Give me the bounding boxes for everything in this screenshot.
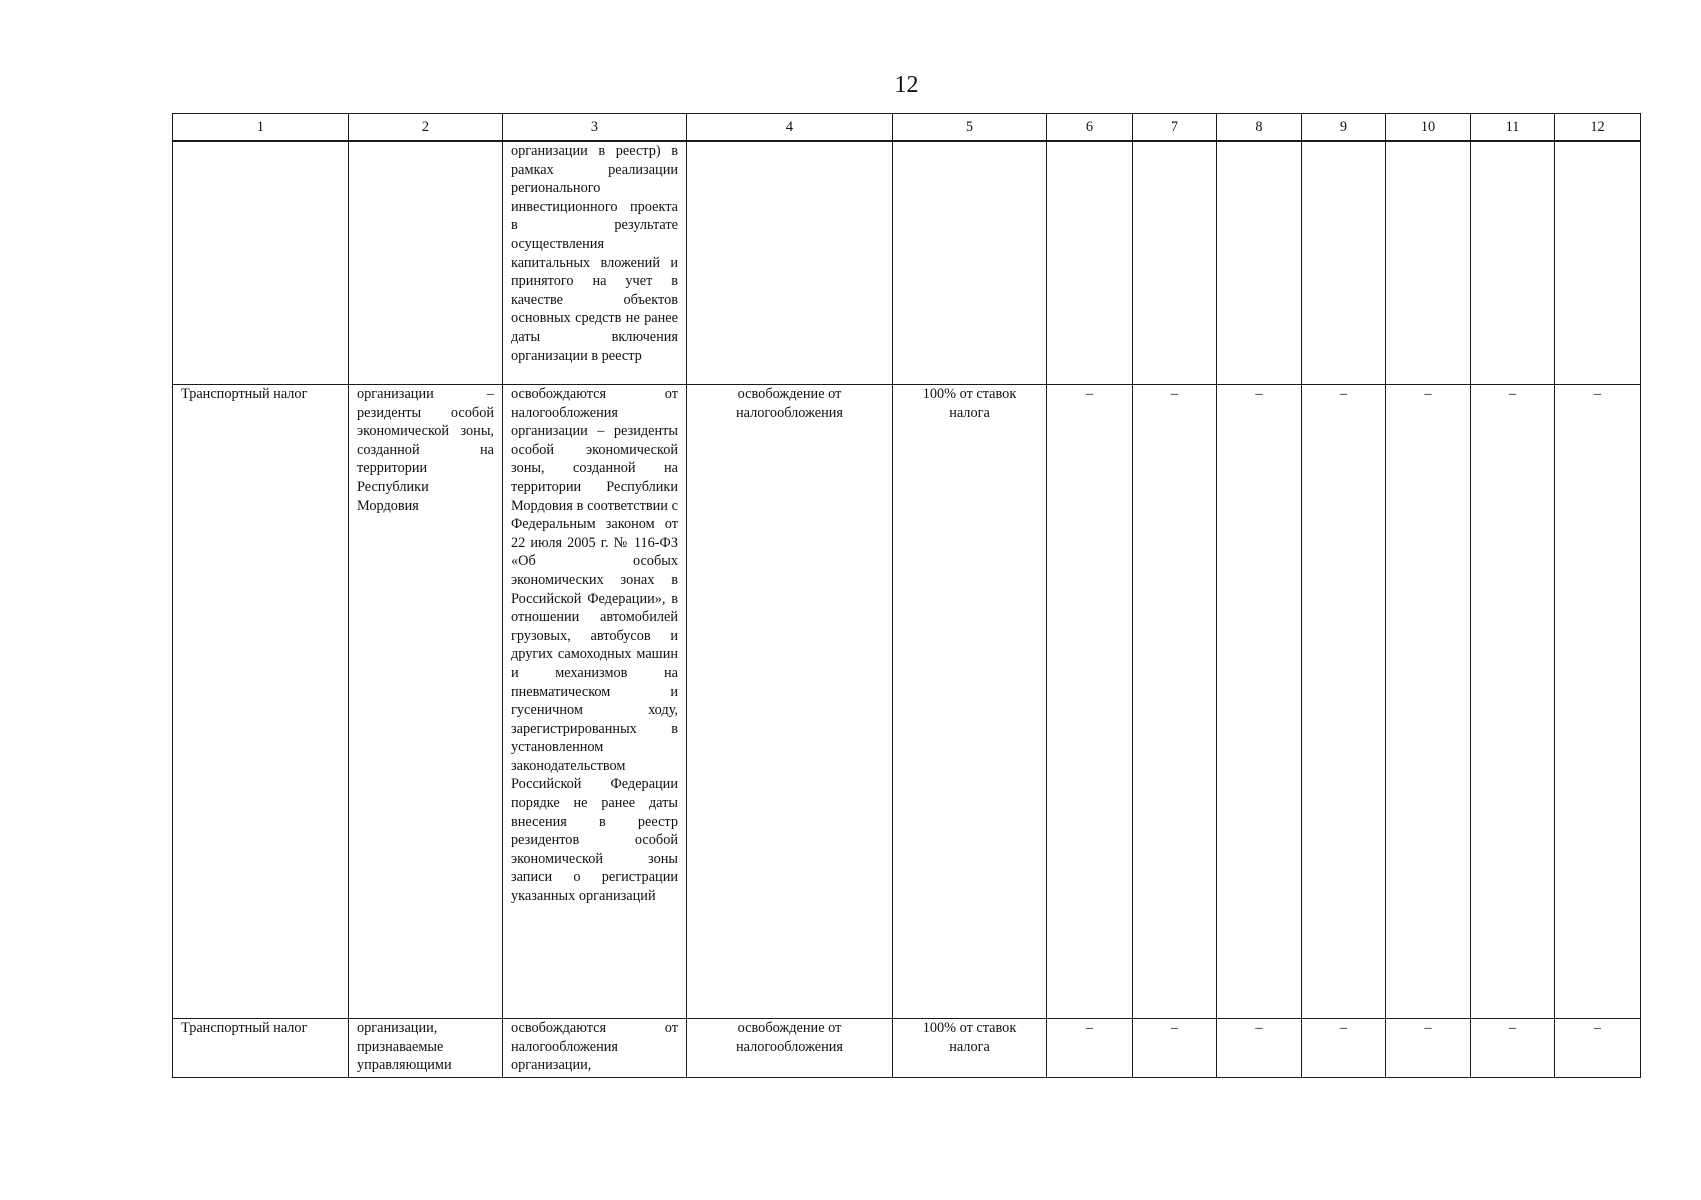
cell-taxpayer-category (349, 141, 503, 385)
column-header-5: 5 (893, 114, 1047, 142)
cell-benefit-conditions: освобождаются от налогообложения организации – резиденты особой экономической зоны, созданной на территории Республики Мордовия в соответствии с Федеральным законом от 22 июля 2005 г. № 116-ФЗ «Об особых экономических зонах в Российской Федерации», в отношении автомобилей грузовых, автобусов и других самоходных машин и механизмов на пневматическом и гусеничном ходу, зарегистрированных в установленном законодательством Российской Федерации порядке не ранее даты внесения в реестр резидентов особой экономической зоны записи о регистрации указанных организаций (503, 385, 687, 1019)
cell-benefit-amount (893, 141, 1047, 385)
cell-col-7: – (1133, 385, 1217, 1019)
header-row (173, 114, 1641, 142)
column-header-7: 7 (1133, 114, 1217, 142)
cell-col-8: – (1217, 385, 1302, 1019)
cell-tax-name: Транспортный налог (173, 1019, 349, 1078)
column-header-11: 11 (1471, 114, 1555, 142)
column-header-8: 8 (1217, 114, 1302, 142)
column-header-12: 12 (1555, 114, 1641, 142)
tax-benefits-table (172, 113, 1641, 1078)
cell-col-10: – (1386, 385, 1471, 1019)
cell-taxpayer-category: организации – резиденты особой экономической зоны, созданной на территории Республики Мордовия (349, 385, 503, 1019)
column-header-1: 1 (173, 114, 349, 142)
cell-benefit-conditions: организации в реестр) в рамках реализации регионального инвестиционного проекта в результате осуществления капитальных вложений и принятого на учет в качестве объектов основных средств не ранее даты включения организации в реестр (503, 141, 687, 385)
cell-col-12 (1555, 141, 1641, 385)
cell-col-10 (1386, 141, 1471, 385)
column-header-3: 3 (503, 114, 687, 142)
cell-benefit-type: освобождение от налогообложения (687, 1019, 893, 1078)
cell-col-11: – (1471, 1019, 1555, 1078)
cell-benefit-type: освобождение от налогообложения (687, 385, 893, 1019)
cell-col-9: – (1302, 1019, 1386, 1078)
table-row (173, 385, 1641, 1019)
cell-benefit-conditions: освобождаются от налогообложения организации, (503, 1019, 687, 1078)
column-header-10: 10 (1386, 114, 1471, 142)
column-header-2: 2 (349, 114, 503, 142)
cell-col-11 (1471, 141, 1555, 385)
cell-tax-name (173, 141, 349, 385)
cell-benefit-amount: 100% от ставок налога (893, 1019, 1047, 1078)
cell-col-12: – (1555, 1019, 1641, 1078)
cell-col-10: – (1386, 1019, 1471, 1078)
cell-col-9 (1302, 141, 1386, 385)
cell-col-9: – (1302, 385, 1386, 1019)
cell-col-8: – (1217, 1019, 1302, 1078)
cell-tax-name: Транспортный налог (173, 385, 349, 1019)
cell-col-6: – (1047, 1019, 1133, 1078)
cell-taxpayer-category: организации, признаваемые управляющими (349, 1019, 503, 1078)
cell-col-8 (1217, 141, 1302, 385)
cell-col-6 (1047, 141, 1133, 385)
cell-col-6: – (1047, 385, 1133, 1019)
cell-col-7 (1133, 141, 1217, 385)
table-row (173, 141, 1641, 385)
cell-col-12: – (1555, 385, 1641, 1019)
table-row (173, 1019, 1641, 1078)
page-number: 12 (894, 72, 919, 98)
cell-col-11: – (1471, 385, 1555, 1019)
cell-col-7: – (1133, 1019, 1217, 1078)
column-header-6: 6 (1047, 114, 1133, 142)
cell-benefit-amount: 100% от ставок налога (893, 385, 1047, 1019)
column-header-9: 9 (1302, 114, 1386, 142)
cell-benefit-type (687, 141, 893, 385)
column-header-4: 4 (687, 114, 893, 142)
